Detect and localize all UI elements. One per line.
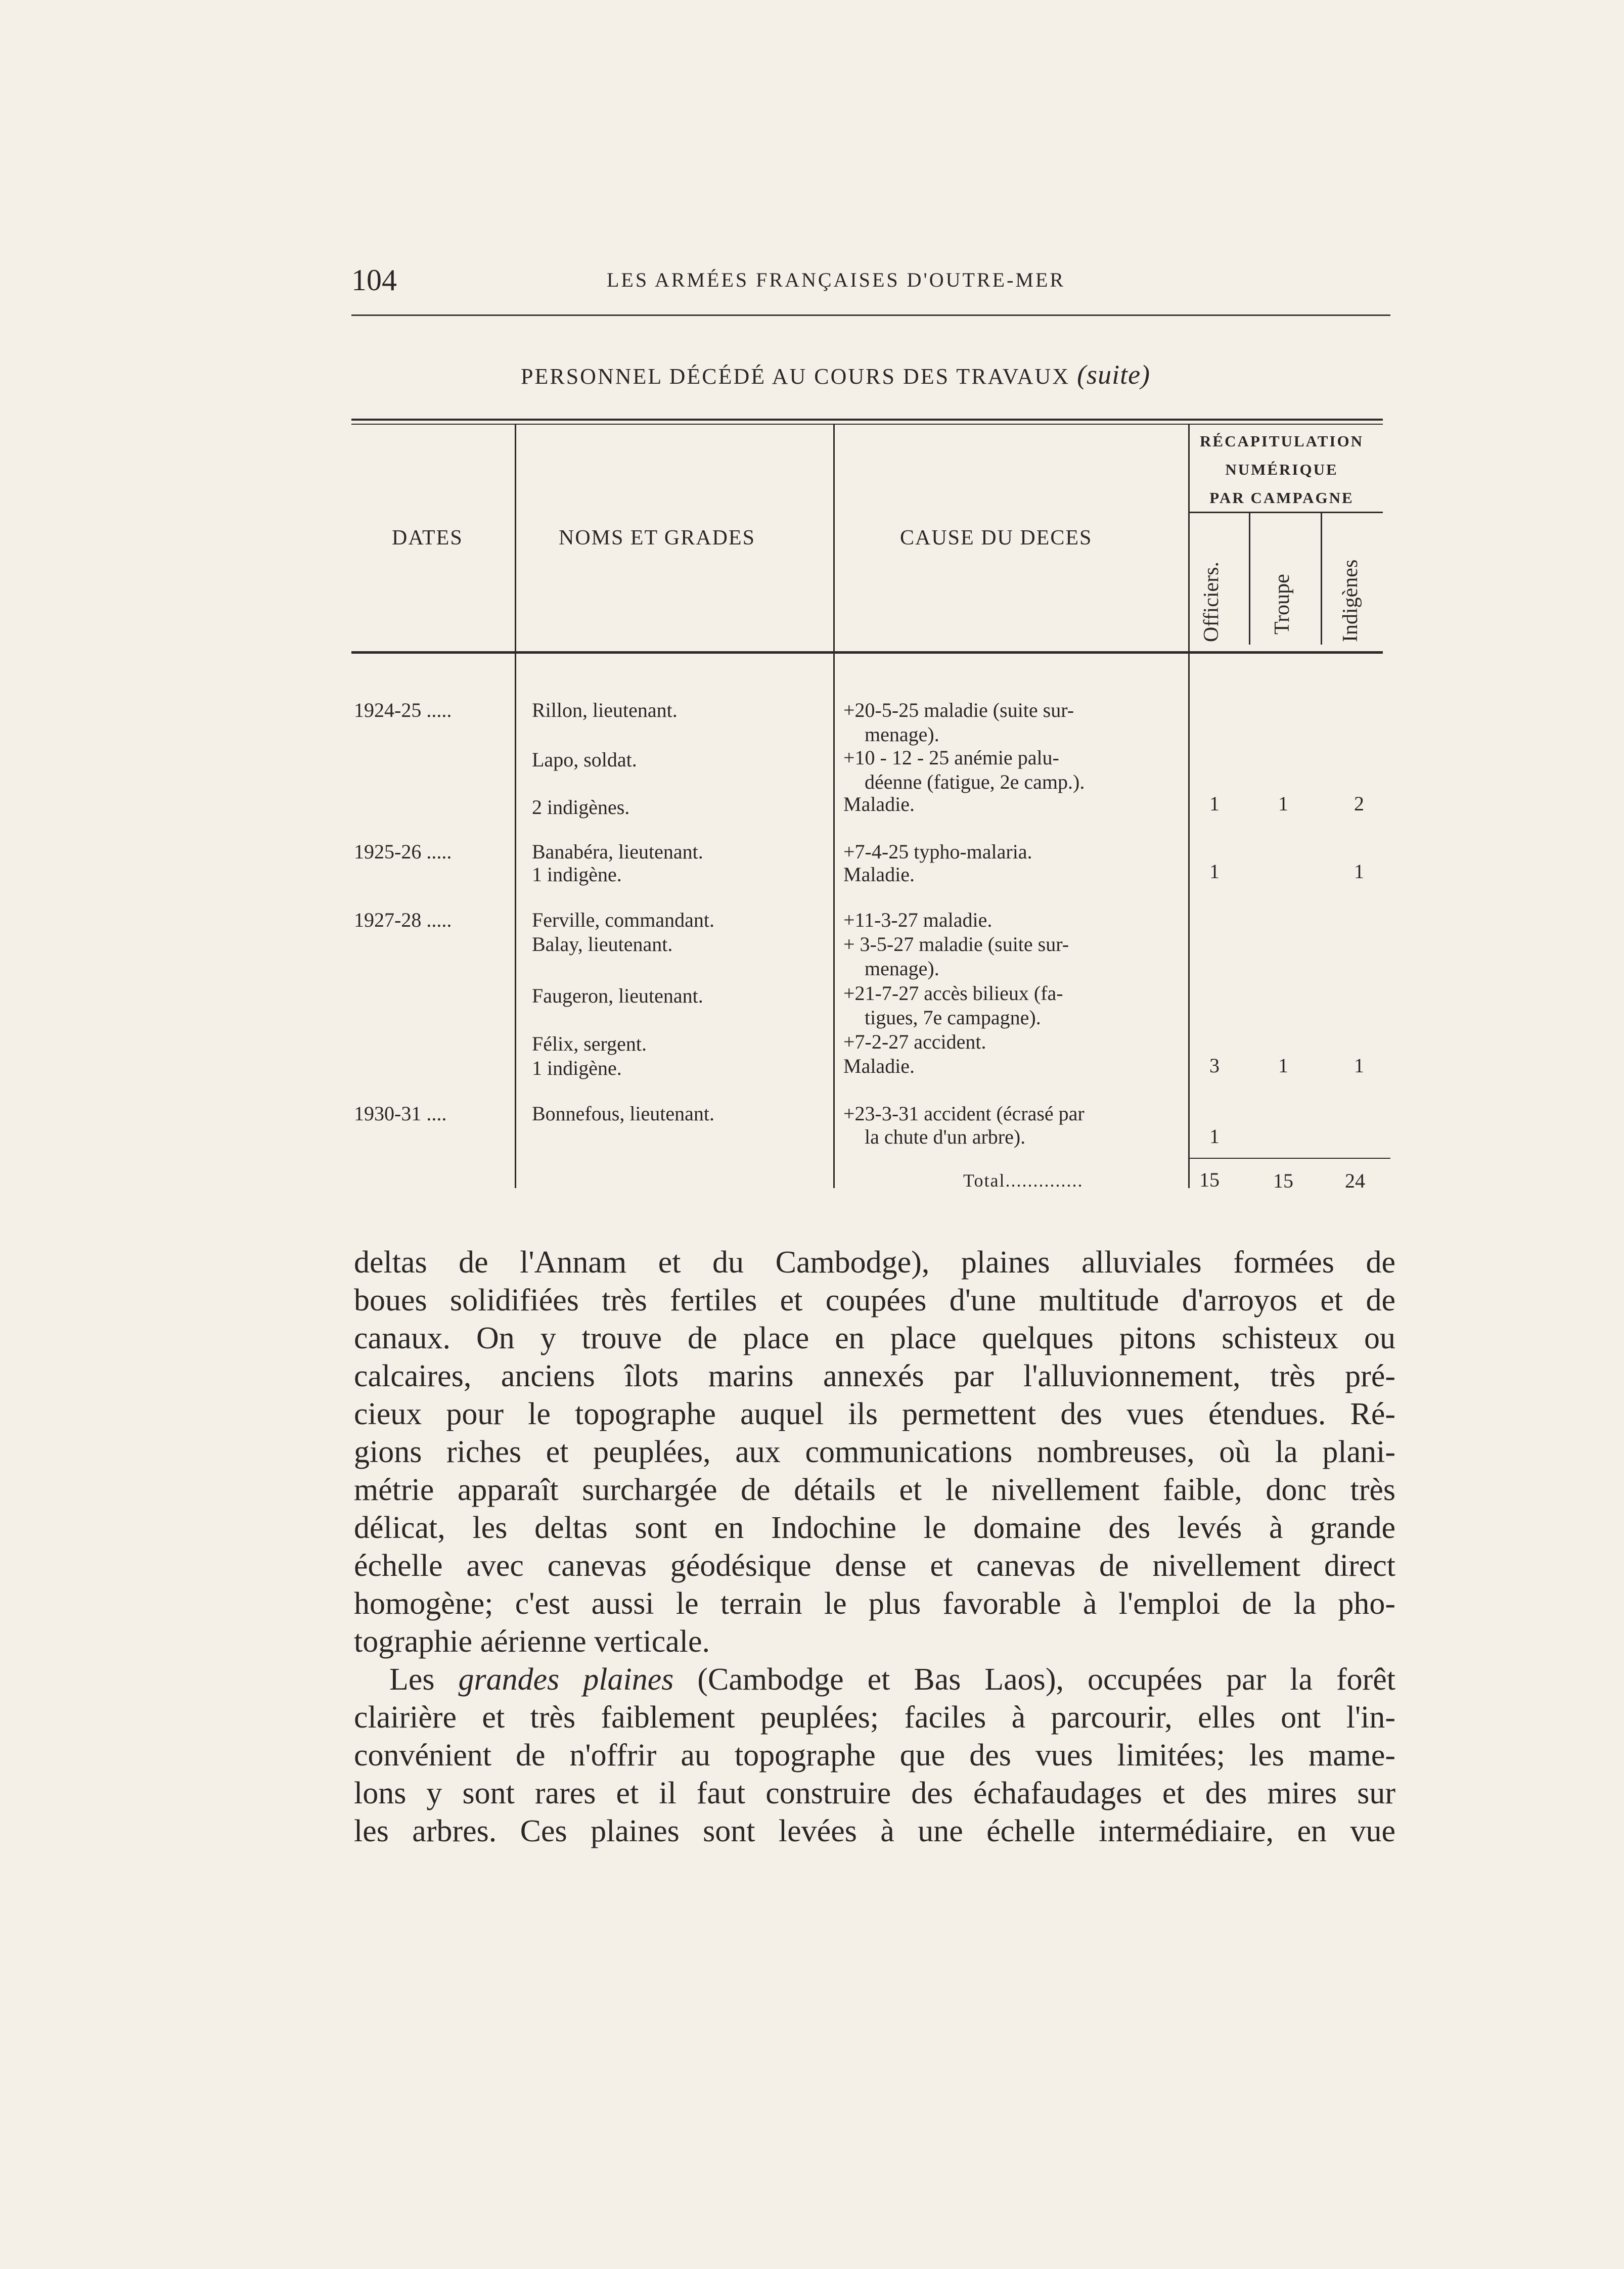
- count-troupe: 1: [1278, 1054, 1288, 1077]
- p2-rest: (Cambodge et Bas Laos), occupées par la forêt: [697, 1662, 1396, 1697]
- page-number: 104: [351, 263, 397, 297]
- name-cell: Faugeron, lieutenant.: [532, 984, 703, 1007]
- text-line: clairière et très faiblement peuplées; faciles à parcourir, elles ont l'in-: [354, 1700, 1395, 1735]
- cause-cell: +10 - 12 - 25 anémie palu-: [843, 746, 1059, 769]
- header-dates: DATES: [392, 526, 463, 550]
- text-line: lons y sont rares et il faut construire des échafaudages et des mires sur: [354, 1776, 1395, 1810]
- table-top-rule-2: [351, 424, 1383, 425]
- body-text: [354, 1244, 1395, 1850]
- cause-cell: + 3-5-27 maladie (suite sur-: [843, 933, 1069, 956]
- cause-cell: Maladie.: [843, 863, 915, 886]
- col-rule-3: [1188, 425, 1190, 1188]
- text-line: gions riches et peuplées, aux communications nombreuses, où la plani-: [354, 1435, 1395, 1469]
- cause-cell: Maladie.: [843, 1055, 915, 1077]
- name-cell: Rillon, lieutenant.: [532, 699, 678, 721]
- count-indigenes: 1: [1354, 1054, 1364, 1077]
- total-indigenes: 24: [1345, 1169, 1365, 1192]
- header-recap-line1: RÉCAPITULATION: [1200, 432, 1364, 450]
- text-line: échelle avec canevas géodésique dense et canevas de nivellement direct: [354, 1549, 1395, 1583]
- text-line: [354, 1661, 1395, 1699]
- header-troupe: Troupe: [1271, 574, 1294, 634]
- p2-emphasis: grandes plaines: [458, 1662, 674, 1697]
- count-indigenes: 2: [1354, 792, 1364, 815]
- paragraph-2: [354, 1661, 1395, 1850]
- running-header: [351, 263, 1390, 303]
- cause-cell: +11-3-27 maladie.: [843, 909, 993, 931]
- name-cell: 1 indigène.: [532, 863, 622, 886]
- text-line: délicat, les deltas sont en Indochine le domaine des levés à grande: [354, 1511, 1395, 1545]
- header-recap: [1188, 427, 1375, 512]
- text-line: métrie apparaît surchargée de détails et le nivellement faible, donc très: [354, 1473, 1395, 1507]
- col-rule-2: [833, 425, 835, 1188]
- cause-cell: +21-7-27 accès bilieux (fa-: [843, 982, 1063, 1005]
- running-title: LES ARMÉES FRANÇAISES D'OUTRE-MER: [607, 268, 1066, 291]
- cause-cell: la chute d'un arbre).: [865, 1125, 1026, 1148]
- count-officiers: 1: [1209, 1125, 1220, 1148]
- paragraph-1: [354, 1244, 1395, 1661]
- total-rule: [1188, 1158, 1390, 1159]
- cause-cell: menage).: [865, 957, 939, 980]
- cause-cell: +7-4-25 typho-malaria.: [843, 840, 1032, 863]
- text-line: deltas de l'Annam et du Cambodge), plaines alluviales formées de: [354, 1245, 1395, 1280]
- count-officiers: 3: [1209, 1054, 1220, 1077]
- row-date: 1927-28 .....: [354, 909, 452, 931]
- total-officiers: 15: [1199, 1168, 1220, 1191]
- header-bottom-rule: [351, 651, 1383, 654]
- cause-cell: +23-3-31 accident (écrasé par: [843, 1102, 1085, 1125]
- count-officiers: 1: [1209, 792, 1220, 815]
- name-cell: Balay, lieutenant.: [532, 933, 673, 956]
- text-line: homogène; c'est aussi le terrain le plus favorable à l'emploi de la pho-: [354, 1586, 1395, 1621]
- name-cell: 1 indigène.: [532, 1057, 622, 1079]
- header-indigenes: Indigènes: [1339, 559, 1362, 642]
- header-rule: [351, 314, 1390, 316]
- name-cell: Félix, sergent.: [532, 1032, 647, 1055]
- p2-lead: Les: [389, 1662, 435, 1697]
- cause-cell: +7-2-27 accident.: [843, 1030, 986, 1053]
- cause-cell: tigues, 7e campagne).: [865, 1006, 1041, 1029]
- header-recap-line3: PAR CAMPAGNE: [1209, 489, 1354, 507]
- col-rule-5: [1321, 513, 1322, 645]
- header-recap-line2: NUMÉRIQUE: [1225, 461, 1338, 478]
- header-noms: NOMS ET GRADES: [559, 526, 755, 550]
- header-cause: CAUSE DU DECES: [900, 526, 1093, 550]
- count-officiers: 1: [1209, 860, 1220, 883]
- cause-cell: +20-5-25 maladie (suite sur-: [843, 699, 1074, 721]
- count-indigenes: 1: [1354, 860, 1364, 883]
- name-cell: Ferville, commandant.: [532, 909, 715, 931]
- text-line: les arbres. Ces plaines sont levées à une échelle intermédiaire, en vue: [354, 1814, 1395, 1848]
- total-troupe: 15: [1273, 1169, 1293, 1192]
- col-rule-4: [1249, 513, 1250, 645]
- name-cell: 2 indigènes.: [532, 796, 630, 819]
- table-title: [521, 359, 1150, 390]
- name-cell: Lapo, soldat.: [532, 748, 637, 771]
- row-date: 1924-25 .....: [354, 699, 452, 721]
- name-cell: Banabéra, lieutenant.: [532, 840, 703, 863]
- cause-cell: menage).: [865, 723, 939, 746]
- row-date: 1925-26 .....: [354, 840, 452, 863]
- cause-cell: Maladie.: [843, 793, 915, 815]
- text-line: canaux. On y trouve de place en place quelques pitons schisteux ou: [354, 1321, 1395, 1355]
- header-officiers: Officiers.: [1200, 562, 1223, 642]
- text-line: tographie aérienne verticale.: [354, 1624, 710, 1659]
- text-line: convénient de n'offrir au topographe que des vues limitées; les mame-: [354, 1738, 1395, 1773]
- table-title-suite: (suite): [1077, 359, 1151, 390]
- table-top-rule: [351, 419, 1383, 421]
- name-cell: Bonnefous, lieutenant.: [532, 1102, 715, 1125]
- col-rule-1: [515, 425, 516, 1188]
- table-title-main: PERSONNEL DÉCÉDÉ AU COURS DES TRAVAUX: [521, 364, 1070, 389]
- total-label: Total..............: [963, 1170, 1084, 1191]
- text-line: cieux pour le topographe auquel ils permettent des vues étendues. Ré-: [354, 1397, 1395, 1431]
- row-date: 1930-31 ....: [354, 1102, 447, 1125]
- text-line: calcaires, anciens îlots marins annexés par l'alluvionnement, très pré-: [354, 1359, 1395, 1393]
- count-troupe: 1: [1278, 792, 1288, 815]
- cause-cell: déenne (fatigue, 2e camp.).: [865, 770, 1085, 793]
- text-line: boues solidifiées très fertiles et coupées d'une multitude d'arroyos et de: [354, 1283, 1395, 1318]
